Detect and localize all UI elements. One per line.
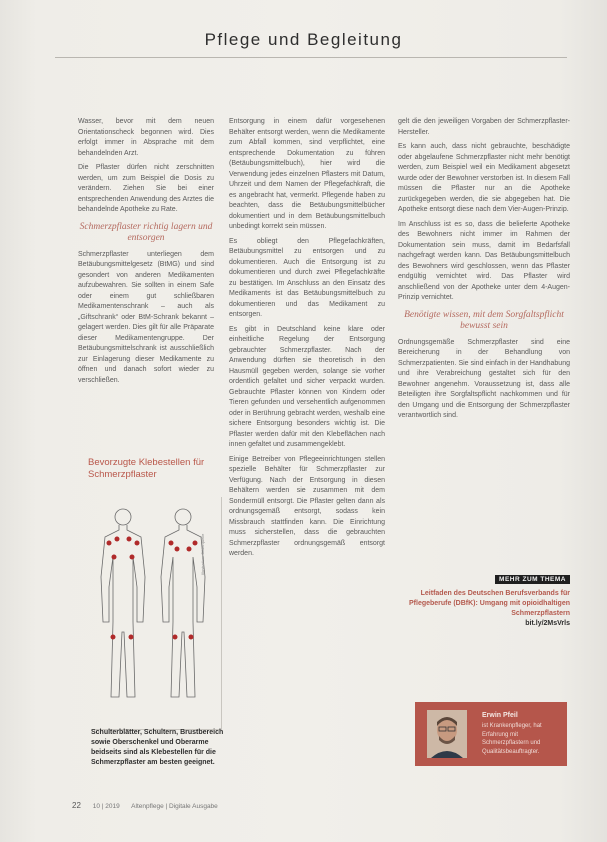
author-portrait-icon xyxy=(427,710,467,758)
figure-credit: Illustration: Bilderquelle xyxy=(200,533,205,575)
patch-marker xyxy=(130,555,135,560)
issue-label: 10 | 2019 xyxy=(92,803,120,810)
more-info-block xyxy=(398,568,570,629)
page-header-title: Pflege und Begleitung xyxy=(204,30,403,49)
patch-marker xyxy=(127,537,132,542)
paragraph: Es gibt in Deutschland keine klare oder einheitliche Regelung der Entsorgung gebrauchter Schmerzpflaster. Nach der Anwendung dürften sie theoretisch in den Hausmüll gegeben werden, solange sie vorher ordentlich gefaltet und sicher verpackt wurden. Gebrauchte Pflaster können von Kindern oder Tieren gefunden und versehentlich aufgenommen oder in Berührung gebracht werden, weshalb eine sichere Entsorgung besonders wichtig ist. Die Pflaster werden dafür mit den Klebeflächen nach innen gefaltet und zusammengeklebt. xyxy=(229,325,385,448)
paragraph: Entsorgung in einem dafür vorgesehenen Behälter entsorgt werden, wenn die Medikamente zum Abfall kommen, sind verpflichtet, eine entsprechende Dokumentation zu führen (Betäubungsmittelbuch), hier wird die Verwendung jedes einzelnen Pflasters mit Datum, Uhrzeit und dem Namen der Pflegefachkraft, die es angebracht hat, vermerkt. Pflegende haben zu beachten, dass die Betäubungsmittelbücher dokumentiert und in dem Betäubungsmittelbuch unbedingt korrekt sein müssen. xyxy=(229,118,385,230)
paragraph: Im Anschluss ist es so, dass die belieferte Apotheke des Bewohners nicht immer im Rahmen der Dokumentation sein muss, damit im Bedarfsfall nachgefragt werden kann. Das Betäubungsmittelbuch des Bewohners wird geschlossen, wenn das Pflaster endgültig vernichtet wird. Das Pflaster wird anschließend von der Apotheke unter dem 4-Augen-Prinzip vernichtet. xyxy=(398,220,570,301)
patch-marker xyxy=(189,635,194,640)
author-name: Erwin Pfeil xyxy=(482,712,518,719)
more-info-link[interactable]: bit.ly/2MsVrls xyxy=(525,620,570,627)
more-info-badge: MEHR ZUM THEMA xyxy=(495,575,570,584)
paragraph: gelt die den jeweiligen Vorgaben der Schmerzpflaster-Hersteller. xyxy=(398,118,570,136)
paragraph: Ordnungsgemäße Schmerzpflaster sind eine Bereicherung in der Behandlung von Schmerzpatienten. Sie sind einfach in der Handhabung und ihre Verabreichung gestaltet sich für den Bewohner angenehm. Voraussetzung ist, dass alle Beteiligten ihre Sorgfaltspflicht nachkommen und für den Umgang und die Entsorgung der Schmerzpflaster verantwortlich sind. xyxy=(398,338,570,419)
paragraph: Die Pflaster dürfen nicht zerschnitten werden, um zum Beispiel die Dosis zu verändern. Ziehen Sie bei einer entsprechenden Anwendung des Arztes die behandelnde Apotheke zu Rate. xyxy=(78,164,214,213)
author-box xyxy=(415,702,567,766)
more-info-description: Leitfaden des Deutschen Berufsverbands für Pflegeberufe (DBfK): Umgang mit opioidhaltigen Schmerzpflastern xyxy=(409,590,570,617)
paragraph: Schmerzpflaster unterliegen dem Betäubungsmittelgesetz (BtMG) und sind gesondert von anderen Medikamenten aufzubewahren. Sie sollten in einem Safe oder einem gut schließbaren Medikamentenschrank – auch als „Giftschrank“ oder BtM-Schrank bekannt – gelagert werden. Dies gilt für alle Präparate dieser Medikamentengruppe. Der Betäubungsmittelschrank ist ausschließlich zur Einlagerung dieser Medikamente zu öffnen und danach sofort wieder zu verschließen. xyxy=(78,250,214,384)
patch-marker xyxy=(129,635,134,640)
paragraph: Es obliegt den Pflegefachkräften, Betäubungsmittel zu entsorgen und zu dokumentieren. Auch die Entsorgung ist zu dokumentieren und durch zwei Pflegefachkräfte zu bestätigen. Im Anschluss an den Einsatz des Medikaments ist das Betäubungsmittelbuch zu dokumentieren und das Medikament zu entsorgen. xyxy=(229,237,385,318)
author-photo xyxy=(427,710,467,758)
patch-marker xyxy=(173,635,178,640)
text-column-2 xyxy=(229,117,385,564)
patch-marker xyxy=(175,547,180,552)
patch-marker xyxy=(112,555,117,560)
infobox-klebestellen xyxy=(76,445,226,775)
more-info-text xyxy=(398,589,570,629)
section-subheading: Benötigte wissen, mit dem Sorgfaltspflicht bewusst sein xyxy=(404,309,564,331)
section-subheading: Schmerzpflaster richtig lagern und entsorgen xyxy=(79,221,213,243)
paragraph: Einige Betreiber von Pflegeeinrichtungen stellen spezielle Behälter für Schmerzpflaster zur Verfügung. Nach der Entsorgung in diesen Behältern werden sie zusammen mit dem Sondermüll entsorgt. Die Pflaster gelten dann als ordnungsgemäß entsorgt, sodass kein Missbrauch stattfinden kann. Die Einrichtung muss sicherstellen, dass die gebrauchten Schmerzpflaster ordnungsgemäß entsorgt werden. xyxy=(229,455,385,557)
paragraph: Wasser, bevor mit dem neuen Orientationscheck begonnen wird. Dies erfolgt immer in Absprache mit dem behandelnden Arzt. xyxy=(78,118,214,157)
text-column-1 xyxy=(78,117,214,390)
patch-marker xyxy=(111,635,116,640)
patch-marker xyxy=(135,541,140,546)
magazine-label: Altenpflege | Digitale Ausgabe xyxy=(131,803,218,810)
author-description: ist Krankenpfleger, hat Erfahrung mit Schmerzpflastern und Qualitätsbeauftragter. xyxy=(482,723,542,755)
patch-marker xyxy=(193,541,198,546)
text-column-3 xyxy=(398,117,570,426)
patch-marker xyxy=(107,541,112,546)
header-divider xyxy=(55,57,567,58)
infobox-caption: Schulterblätter, Schultern, Brustbereich sowie Oberschenkel und Oberarme beidseits sind als Klebestellen für die Schmerzpflaster am besten geeignet. xyxy=(91,729,224,766)
infobox-title: Bevorzugte Klebestellen für Schmerzpflaster xyxy=(88,457,205,480)
patch-marker xyxy=(187,547,192,552)
page-number: 22 xyxy=(72,801,81,810)
patch-marker xyxy=(169,541,174,546)
paragraph: Es kann auch, dass nicht gebrauchte, beschädigte oder abgelaufene Schmerzpflaster nicht mehr benötigt werden, zum Beispiel weil ein Medikament abgesetzt wurde oder der Bewohner verstorben ist. In diesem Fall müssen die Pflaster nur an die Apotheke zurückgegeben werden, die sie abgegeben hat. Die Apotheke entsorgt diese nach dem Vier-Augen-Prinzip. xyxy=(398,143,570,213)
page-footer xyxy=(72,801,228,810)
patch-marker xyxy=(115,537,120,542)
